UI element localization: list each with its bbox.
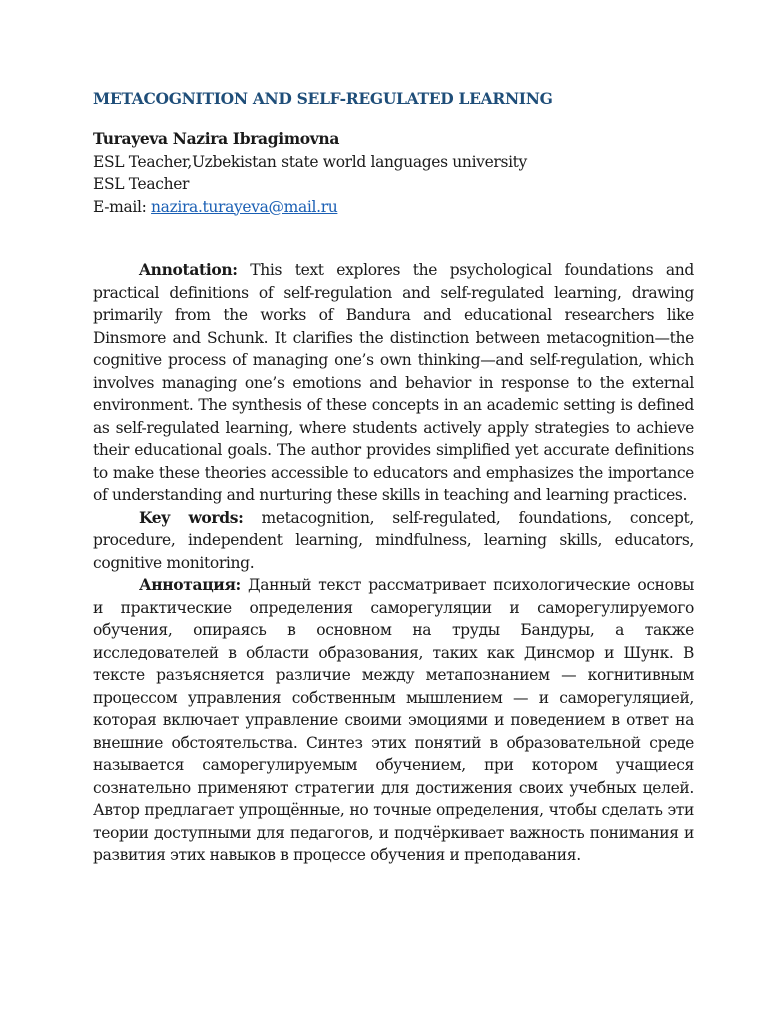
email-link[interactable]: nazira.turayeva@mail.ru xyxy=(151,197,338,216)
annotation-ru-text: Данный текст рассматривает психологические основы и практические определения саморегуляции и саморегулируемого обучения, опираясь в основном на труды Бандуры, а также исследователей в области образования, таких как Динсмор и Шунк. В тексте разъясняется различие между метапознанием — когнитивным процессом управления собственным мышлением — и саморегуляцией, которая включает управление своими эмоциями и поведением в ответ на внешние обстоятельства. Синтез этих понятий в образовательной среде называется саморегулируемым обучением, при котором учащиеся сознательно применяют стратегии для достижения своих учебных целей. Автор предлагает упрощённые, но точные определения, чтобы сделать эти теории доступными для педагогов, и подчёркивает важность понимания и развития этих навыков в процессе обучения и преподавания. xyxy=(93,576,694,864)
author-name: Turayeva Nazira Ibragimovna xyxy=(93,129,340,148)
author-position: ESL Teacher xyxy=(93,175,190,193)
keywords-text: metacognition, self-regulated, foundations, concept, procedure, independent learning, mindfulness, learning skills, educators, cognitive monitoring. xyxy=(93,508,695,572)
author-email-line xyxy=(93,196,694,219)
article-title: METACOGNITION AND SELF-REGULATED LEARNING xyxy=(93,89,553,108)
author-block xyxy=(93,128,694,218)
annotation-text: This text explores the psychological foundations and practical definitions of self-regulation and self-regulated learning, drawing primarily from the works of Bandura and educational researchers like Dinsmore and Schunk. It clarifies the distinction between metacognition—the cognitive process of managing one’s own thinking—and self-regulation, which involves managing one’s emotions and behavior in response to the external environment. The synthesis of these concepts in an academic setting is defined as self-regulated learning, where students actively apply strategies to achieve their educational goals. The author provides simplified yet accurate definitions to make these theories accessible to educators and emphasizes the importance of understanding and nurturing these skills in teaching and learning practices. xyxy=(93,261,694,504)
keywords-label: Key words: xyxy=(139,507,244,527)
annotation-ru-label: Аннотация: xyxy=(139,575,241,594)
keywords-paragraph xyxy=(93,507,694,575)
author-affiliation: ESL Teacher,Uzbekistan state world languages university xyxy=(93,152,527,171)
annotation-ru-paragraph xyxy=(93,574,694,867)
spacer xyxy=(93,218,694,259)
annotation-paragraph xyxy=(93,259,694,507)
email-label: E-mail: xyxy=(93,197,152,216)
annotation-label: Annotation: xyxy=(139,260,238,279)
